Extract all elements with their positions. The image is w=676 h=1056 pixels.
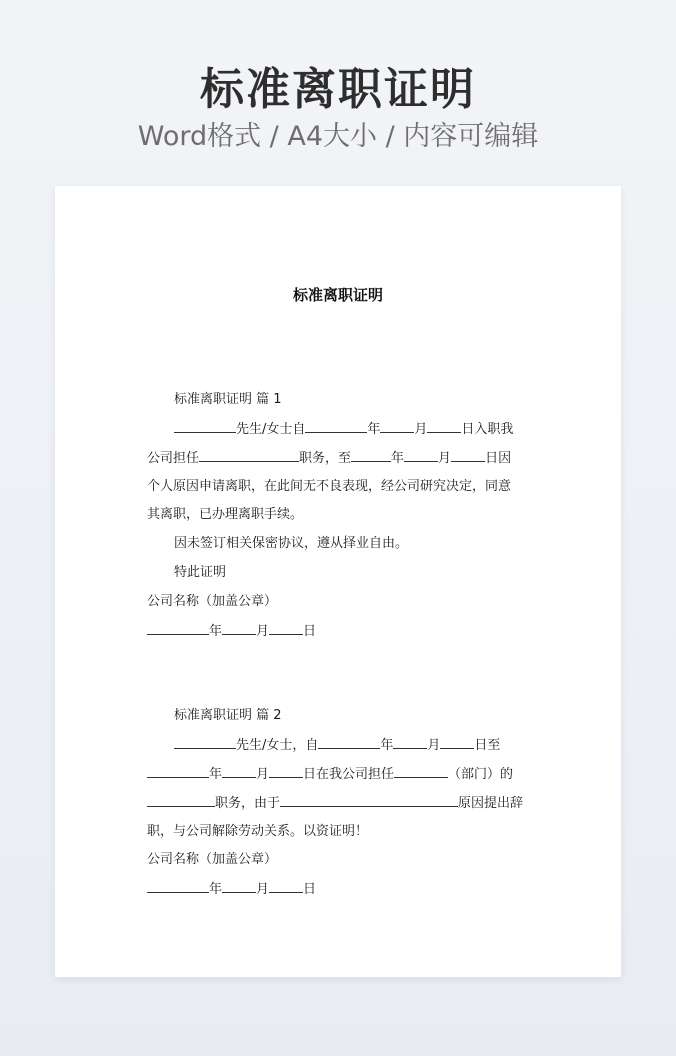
text-segment: 职务，至 xyxy=(299,451,352,466)
section-2-heading: 标准离职证明 篇 2 xyxy=(174,708,282,723)
blank-field xyxy=(147,879,209,893)
text-segment: 年 xyxy=(209,624,223,639)
blank-field xyxy=(147,621,209,635)
blank-field xyxy=(404,448,438,462)
blank-field xyxy=(174,419,236,433)
blank-field xyxy=(199,448,299,462)
blank-field xyxy=(440,735,474,749)
text-segment: 月 xyxy=(256,767,270,782)
banner-subtitle: Word格式 / A4大小 / 内容可编辑 xyxy=(137,121,539,152)
text-segment: 年 xyxy=(209,767,223,782)
section-1-line-4: 其离职，已办理离职手续。 xyxy=(147,507,304,522)
blank-field xyxy=(222,879,256,893)
blank-field xyxy=(222,621,256,635)
text-segment: 日因 xyxy=(485,451,512,466)
blank-field xyxy=(305,419,367,433)
text-segment: 月 xyxy=(414,422,428,437)
text-segment: 先生/女士，自 xyxy=(236,738,319,753)
text-segment: 日入职我 xyxy=(461,422,514,437)
blank-field xyxy=(380,419,414,433)
text-segment: 月 xyxy=(256,882,270,897)
blank-field xyxy=(427,419,461,433)
blank-field xyxy=(393,735,427,749)
text-segment: 年 xyxy=(380,738,394,753)
text-segment: 日 xyxy=(303,882,317,897)
section-1-paragraph-3: 特此证明 xyxy=(174,565,227,580)
section-2-line-2 xyxy=(147,764,531,785)
blank-field xyxy=(280,793,458,807)
text-segment: 职务，由于 xyxy=(215,796,281,811)
text-segment: 月 xyxy=(438,451,452,466)
blank-field xyxy=(269,879,303,893)
blank-field xyxy=(269,764,303,778)
section-2-line-3 xyxy=(147,793,531,814)
section-2-line-4: 职，与公司解除劳动关系。以资证明！ xyxy=(147,824,369,839)
blank-field xyxy=(147,793,215,807)
text-segment: 日至 xyxy=(474,738,501,753)
blank-field xyxy=(318,735,380,749)
document-page xyxy=(55,186,621,977)
text-segment: 年 xyxy=(367,422,381,437)
blank-field xyxy=(147,764,209,778)
text-segment: 月 xyxy=(256,624,270,639)
text-segment: 年 xyxy=(209,882,223,897)
blank-field xyxy=(174,735,236,749)
text-segment: 原因提出辞 xyxy=(458,796,524,811)
document-title: 标准离职证明 xyxy=(292,286,383,304)
banner-title: 标准离职证明 xyxy=(200,64,476,115)
section-2-line-1 xyxy=(147,735,558,756)
text-segment: 年 xyxy=(391,451,405,466)
text-segment: （部门）的 xyxy=(448,767,514,782)
section-1-date xyxy=(147,621,531,642)
blank-field xyxy=(351,448,391,462)
text-segment: 日 xyxy=(303,624,317,639)
section-1-paragraph-2: 因未签订相关保密协议，遵从择业自由。 xyxy=(174,536,409,551)
blank-field xyxy=(451,448,485,462)
section-2-date xyxy=(147,879,531,900)
section-1-line-2 xyxy=(147,448,531,469)
section-2-company: 公司名称（加盖公章） xyxy=(147,852,278,867)
blank-field xyxy=(269,621,303,635)
text-segment: 日在我公司担任 xyxy=(303,767,395,782)
text-segment: 月 xyxy=(427,738,441,753)
section-1-line-1 xyxy=(147,419,558,440)
section-1-company: 公司名称（加盖公章） xyxy=(147,594,278,609)
text-segment: 公司担任 xyxy=(147,451,200,466)
blank-field xyxy=(222,764,256,778)
section-1-heading: 标准离职证明 篇 1 xyxy=(174,392,282,407)
blank-field xyxy=(394,764,448,778)
section-1-line-3: 个人原因申请离职，在此间无不良表现，经公司研究决定，同意 xyxy=(147,479,512,494)
text-segment: 先生/女士自 xyxy=(236,422,306,437)
